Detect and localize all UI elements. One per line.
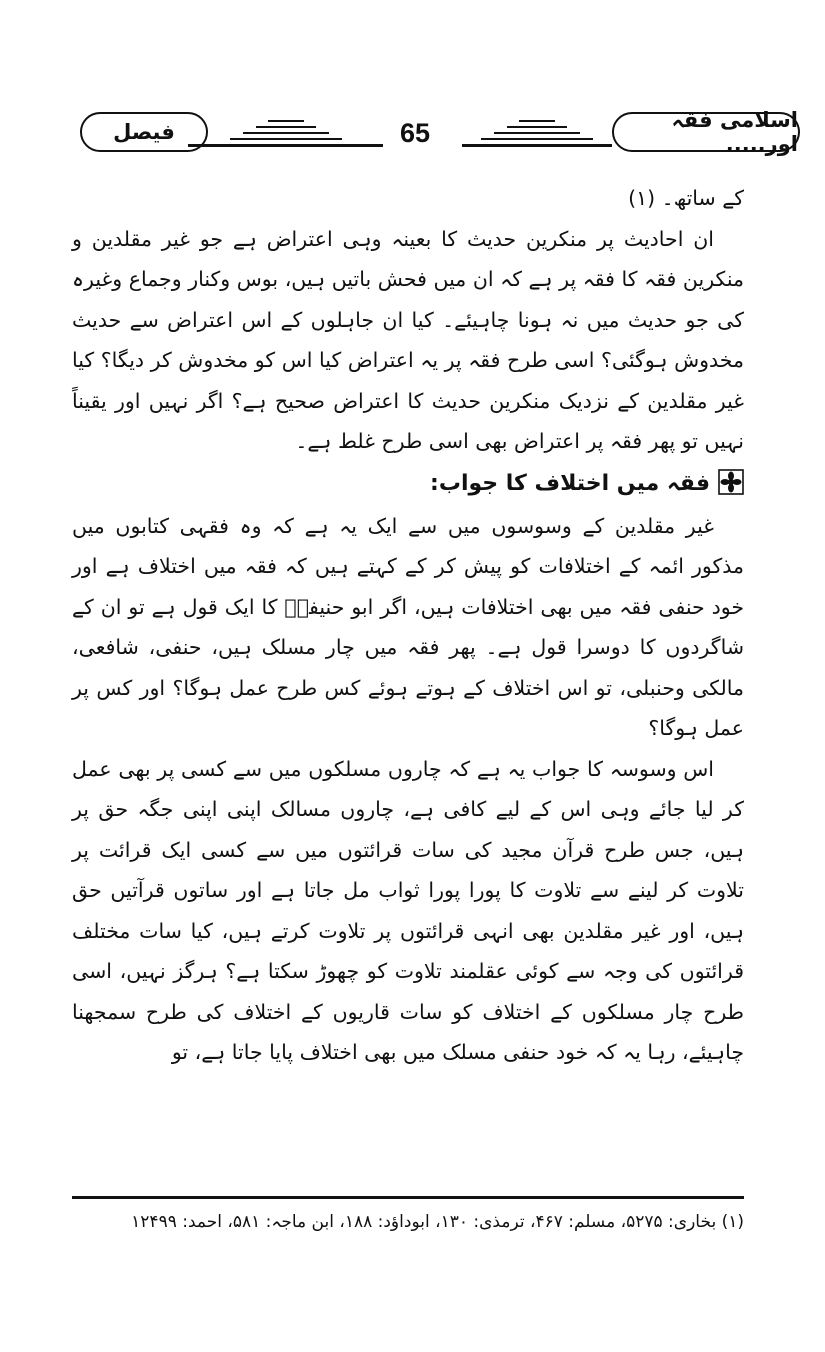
paragraph-2: غیر مقلدین کے وسوسوں میں سے ایک یہ ہے کہ وہ فقہی کتابوں میں مذکور ائمہ کے اختلافات کو پیش کر کے کہتے ہیں کہ فقہ میں اختلاف ہے اور خود حنفی فقہ میں بھی اختلافات ہیں، اگر ابو حنیفہؒ کا ایک قول ہے تو ان کے شاگردوں کا دوسرا قول ہے۔ پھر فقہ میں چار مسلک ہیں، حنفی، شافعی، مالکی وحنبلی، تو اس اختلاف کے ہوتے ہوئے کس طرح عمل ہوگا؟ اور کس پر عمل ہوگا؟ [72, 513, 744, 740]
publisher-name: فیصل [113, 120, 175, 144]
footnote-divider [72, 1196, 744, 1199]
footnote: (۱) بخاری: ۵۲۷۵، مسلم: ۴۶۷، ترمذی: ۱۳۰، ابوداؤد: ۱۸۸، ابن ماجہ: ۵۸۱، احمد: ۱۲۴۹۹ [131, 1212, 744, 1232]
book-title-badge [612, 108, 800, 156]
page-header [0, 0, 825, 175]
section-heading-text: فقہ میں اختلاف کا جواب: [430, 470, 710, 496]
page-number: 65 [399, 118, 431, 148]
section-heading [72, 462, 744, 506]
header-ornament-right [462, 120, 612, 151]
paragraph-3: اس وسوسہ کا جواب یہ ہے کہ چاروں مسلکوں میں سے کسی پر بھی عمل کر لیا جائے وہی اس کے لیے کافی ہے، چاروں مسالک اپنی اپنی جگہ حق پر ہیں، جس طرح قرآن مجید کی سات قرائتوں میں سے کسی ایک قرائت پر تلاوت کر لینے سے تلاوت کا پورا پورا ثواب مل جاتا ہے اور ساتوں قرآتیں حق ہیں، اور غیر مقلدین بھی انہی قرائتوں پر تلاوت کرتے ہیں، کیا سات مختلف قرائتوں کی وجہ سے کوئی عقلمند تلاوت کو چھوڑ سکتا ہے؟ ہرگز نہیں، اسی طرح چار مسلکوں کے اختلاف کو سات قاریوں کے اختلاف کی طرح سمجھنا چاہیئے، رہا یہ کہ خود حنفی مسلک میں بھی اختلاف پایا جاتا ہے، تو [72, 756, 744, 1064]
publisher-badge [80, 112, 208, 152]
flower-ornament-icon [718, 469, 744, 495]
book-title: اسلامی فقہ اور..... [671, 108, 798, 156]
header-ornament-left [188, 120, 383, 151]
page-body [72, 178, 744, 1073]
continuation-line: کے ساتھ۔ (۱) [628, 186, 744, 210]
paragraph-1: ان احادیث پر منکرین حدیث کا بعینہ وہی اعتراض ہے جو غیر مقلدین و منکرین فقہ کا فقہ پر ہے کہ ان میں فحش باتیں ہیں، بوس وکنار وجماع وغیرہ کی جو حدیث میں نہ ہونا چاہیئے۔ کیا ان جاہلوں کے اس اعتراض سے حدیث مخدوش ہوگئی؟ اسی طرح فقہ پر یہ اعتراض کیا اس کو مخدوش کر دیگا؟ کیا غیر مقلدین کے نزدیک منکرین حدیث کا اعتراض صحیح ہے؟ اگر نہیں اور یقیناً نہیں تو پھر فقہ پر اعتراض بھی اسی طرح غلط ہے۔ [72, 226, 744, 453]
